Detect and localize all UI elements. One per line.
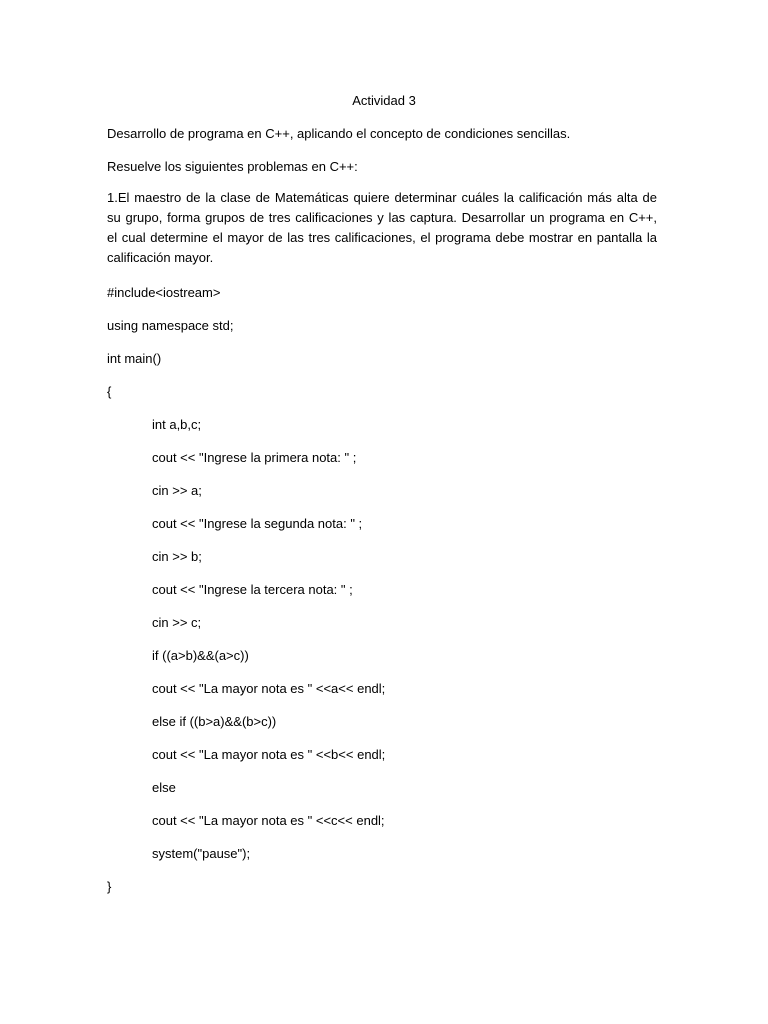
code-line-include: #include<iostream>	[107, 285, 221, 300]
document-title: Actividad 3	[352, 93, 416, 108]
problem-line: 1.El maestro de la clase de Matemáticas quiere determinar cuáles la calificación más alta de	[107, 190, 657, 205]
code-line: system("pause");	[152, 846, 251, 861]
code-line: cout << "Ingrese la primera nota: " ;	[152, 450, 357, 465]
code-line: if ((a>b)&&(a>c))	[152, 648, 249, 663]
problem-paragraph	[107, 188, 657, 268]
code-line: int a,b,c;	[152, 417, 202, 432]
code-line: cout << "La mayor nota es " <<c<< endl;	[152, 813, 385, 828]
code-line: cout << "La mayor nota es " <<b<< endl;	[152, 747, 386, 762]
code-line: else	[152, 780, 176, 795]
code-line: cin >> b;	[152, 549, 202, 564]
code-line: else if ((b>a)&&(b>c))	[152, 714, 277, 729]
problem-line: calificación mayor.	[107, 250, 214, 265]
code-line: cout << "Ingrese la tercera nota: " ;	[152, 582, 353, 597]
problem-line: su grupo, forma grupos de tres calificaciones y las captura. Desarrollar un programa en C++,	[107, 210, 657, 225]
code-line: cin >> c;	[152, 615, 202, 630]
instruction-text: Resuelve los siguientes problemas en C++:	[107, 159, 358, 174]
code-line: cin >> a;	[152, 483, 202, 498]
problem-line: el cual determine el mayor de las tres calificaciones, el programa debe mostrar en pantalla la	[107, 230, 657, 245]
code-line-open-brace: {	[107, 384, 112, 399]
code-line-namespace: using namespace std;	[107, 318, 234, 333]
code-line: cout << "La mayor nota es " <<a<< endl;	[152, 681, 386, 696]
document-subtitle: Desarrollo de programa en C++, aplicando el concepto de condiciones sencillas.	[107, 126, 571, 141]
code-line-close-brace: }	[107, 879, 112, 894]
code-line-main: int main()	[107, 351, 162, 366]
code-line: cout << "Ingrese la segunda nota: " ;	[152, 516, 363, 531]
